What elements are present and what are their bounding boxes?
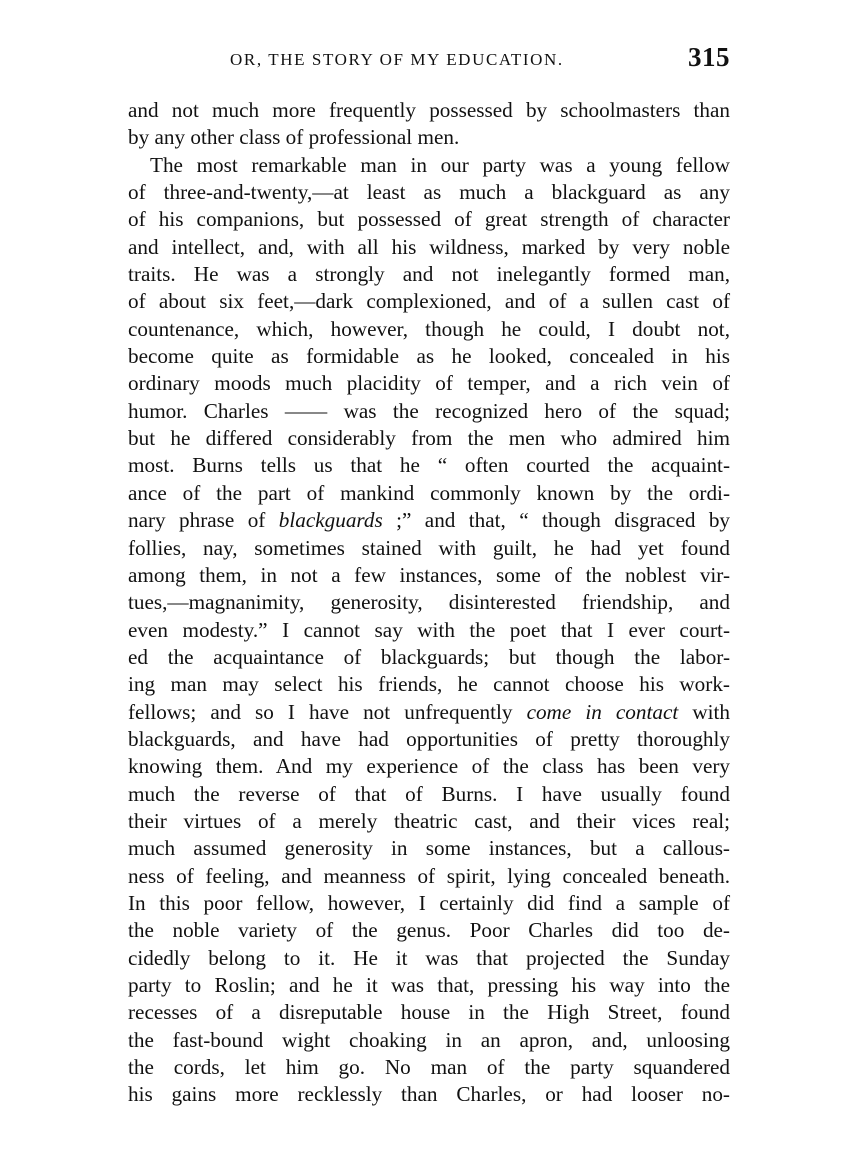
text-line: follies, nay, sometimes stained with guilt, he had yet found [128,535,730,560]
text-run: fellows; and so I have not unfrequently [128,699,527,724]
running-head [230,42,730,76]
text-line: ing man may select his friends, he cannot choose his work- [128,672,730,697]
text-line: their virtues of a merely theatric cast, and their vices real; [128,808,730,833]
text-line: and not much more frequently possessed by schoolmasters than [128,98,730,122]
text-line: traits. He was a strongly and not inelegantly formed man, [128,262,730,287]
text-run: ;” and that, “ though disgraced by [382,508,731,533]
text-line [128,507,730,534]
text-line: of his companions, but possessed of great strength of character [128,207,730,232]
text-line: recesses of a disreputable house in the High Street, found [128,1000,730,1025]
text-line: In this poor fellow, however, I certainly did find a sample of [128,890,730,915]
italic-word: blackguards [278,508,383,533]
text-line: much the reverse of that of Burns. I have usually found [128,781,730,806]
italic-phrase: come in contact [526,699,679,724]
text-line: much assumed generosity in some instances, but a callous- [128,836,730,861]
text-line: cidedly belong to it. He it was that projected the Sunday [128,945,730,970]
text-line: the cords, let him go. No man of the party squandered [128,1055,730,1080]
text-line: ed the acquaintance of blackguards; but though the labor- [128,644,730,669]
text-line: the noble variety of the genus. Poor Charles did too de- [128,918,730,943]
text-line: ness of feeling, and meanness of spirit, lying concealed beneath. [128,863,730,888]
text-run: nary phrase of [128,508,279,533]
text-line: among them, in not a few instances, some of the noblest vir- [128,562,730,587]
text-line: most. Burns tells us that he “ often courted the acquaint- [128,453,730,478]
text-line: the fast-bound wight choaking in an apron, and, unloosing [128,1027,730,1052]
text-line: ance of the part of mankind commonly known by the ordi- [128,480,730,505]
text-line: blackguards, and have had opportunities of pretty thoroughly [128,726,730,751]
text-line: countenance, which, however, though he could, I doubt not, [128,316,730,341]
body-text [128,97,730,1109]
page-number: 315 [688,42,730,72]
running-title: OR, THE STORY OF MY EDUCATION. [230,50,564,69]
text-line: of three-and-twenty,—at least as much a blackguard as any [128,180,730,205]
text-line: tues,—magnanimity, generosity, disinterested friendship, and [128,590,730,615]
text-line: party to Roslin; and he it was that, pressing his way into the [128,973,730,997]
text-line: and intellect, and, with all his wildness, marked by very noble [128,234,730,259]
text-line: his gains more recklessly than Charles, or had looser no- [128,1082,730,1107]
text-line: The most remarkable man in our party was a young fellow [150,152,730,177]
text-line: but he differed considerably from the men who admired him [128,426,730,451]
text-line: of about six feet,—dark complexioned, and of a sullen cast of [128,289,730,314]
text-line [128,699,730,726]
text-line: knowing them. And my experience of the class has been very [128,754,730,779]
text-line: become quite as formidable as he looked, concealed in his [128,344,730,369]
text-run: with [678,699,730,724]
text-line: ordinary moods much placidity of temper, and a rich vein of [128,371,730,396]
text-line: humor. Charles —— was the recognized hero of the squad; [128,398,730,423]
text-line: by any other class of professional men. [128,125,460,150]
text-line: even modesty.” I cannot say with the poet that I ever court- [128,617,730,642]
